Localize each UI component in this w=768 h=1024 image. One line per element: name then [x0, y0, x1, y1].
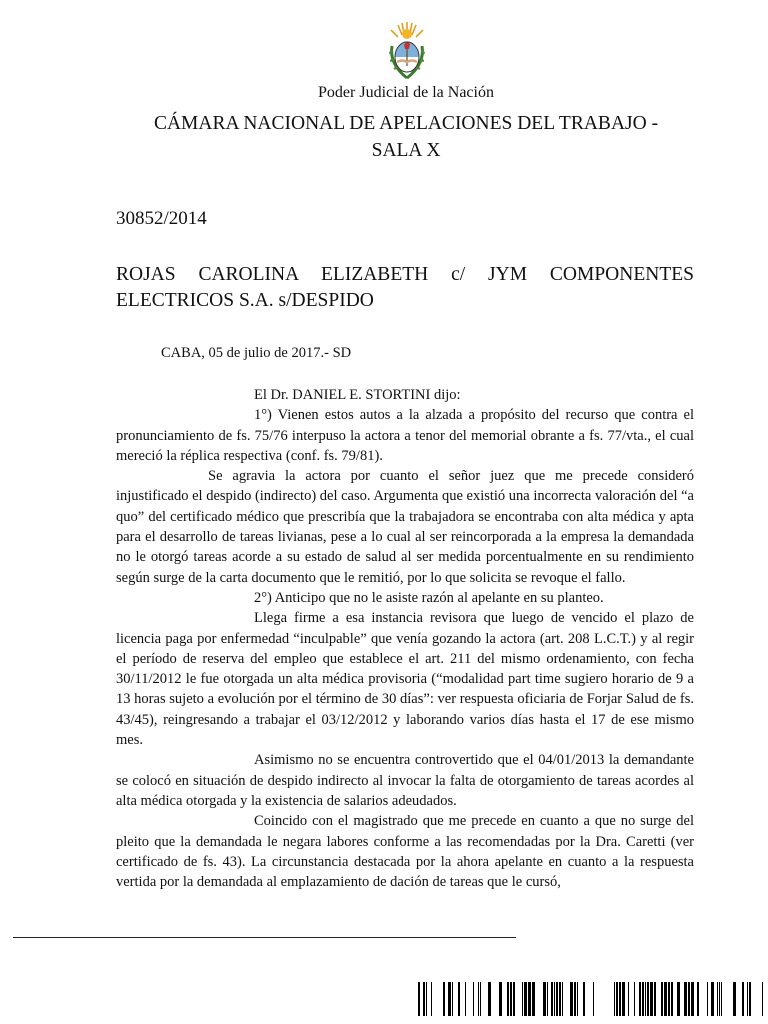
barcode-bar [465, 982, 466, 1016]
barcode-bar [677, 982, 680, 1016]
paragraph-6: Coincido con el magistrado que me precede en cuanto a que no surge del pleito que la demandada le negara labores conforme a las recomendadas por la Dra. Caretti (ver certificado de fs. 43). La circunstancia destacada por la ahora apelante en cuanto a la respuesta vertida por la demandada al emplazamiento de dación de tareas que le cursó, [116, 813, 694, 891]
case-caption-line-2: ELECTRICOS S.A. s/DESPIDO [116, 290, 374, 311]
barcode-bar [452, 982, 453, 1016]
barcode-bar [551, 982, 553, 1016]
barcode-bar [524, 982, 527, 1016]
case-caption-line-1: ROJAS CAROLINA ELIZABETH c/ JYM COMPONENTES [116, 264, 694, 285]
barcode-bar [684, 982, 687, 1016]
barcode-bar [510, 982, 512, 1016]
barcode-bar [688, 982, 690, 1016]
barcode-bar [707, 982, 708, 1016]
barcode-bar [547, 982, 548, 1016]
court-name-line-1: CÁMARA NACIONAL DE APELACIONES DEL TRABAJO - [153, 113, 659, 134]
barcode-bar [522, 982, 523, 1016]
barcode-bar [556, 982, 558, 1016]
barcode-bar [619, 982, 621, 1016]
institution-name: Poder Judicial de la Nación [318, 84, 494, 101]
barcode-bar [717, 982, 718, 1016]
barcode-bar [762, 982, 763, 1016]
dateline: CABA, 05 de julio de 2017.- SD [161, 345, 352, 361]
barcode-bar [448, 982, 451, 1016]
barcode-bar [528, 982, 531, 1016]
barcode-bar [577, 982, 578, 1016]
barcode-bar [628, 982, 629, 1016]
barcode-bar [513, 982, 515, 1016]
barcode-bar [583, 982, 585, 1016]
barcode-bar [719, 982, 720, 1016]
barcode-bar [645, 982, 646, 1016]
barcode-bar [499, 982, 502, 1016]
barcode-bar [616, 982, 618, 1016]
barcode-bar [507, 982, 509, 1016]
barcode-bar [532, 982, 535, 1016]
barcode-bar [593, 982, 594, 1016]
barcode-bar [426, 982, 427, 1016]
court-name [100, 110, 712, 164]
barcode-bar [711, 982, 714, 1016]
barcode-bar [721, 982, 722, 1016]
barcode-bar [749, 982, 751, 1016]
court-name-line-2: SALA X [371, 140, 441, 161]
barcode-bar [697, 982, 699, 1016]
barcode-bar [473, 982, 474, 1016]
barcode-bar [562, 982, 563, 1016]
paragraph-judge-intro: El Dr. DANIEL E. STORTINI dijo: [254, 387, 461, 403]
barcode-bar [642, 982, 644, 1016]
paragraph-3: 2°) Anticipo que no le asiste razón al apelante en su planteo. [254, 589, 604, 606]
barcode-icon [418, 982, 768, 1016]
case-caption [116, 262, 694, 314]
barcode-bar [661, 982, 663, 1016]
barcode-bar [747, 982, 748, 1016]
barcode-bar [478, 982, 479, 1016]
footer-rule [13, 937, 516, 938]
barcode-bar [733, 982, 736, 1016]
barcode-bar [691, 982, 694, 1016]
barcode-bar [671, 982, 673, 1016]
barcode-bar [458, 982, 460, 1016]
coat-of-arms-icon [385, 20, 429, 82]
barcode-bar [488, 982, 491, 1016]
barcode-bar [423, 982, 425, 1016]
barcode-bar [664, 982, 667, 1016]
paragraph-2: Se agravia la actora por cuanto el señor juez que me precede consideró injustificado el despido (indirecto) del caso. Argumenta que existió una incorrecta valoración del “a quo” del certificado médico que prescribía que la trabajadora se encontraba con alta médica y apta para el desarrollo de tareas livianas, pese a lo cual al ser reincorporada a la empresa la demandada no le otorgó tareas acorde a su estado de salud al ser medida porcentualmente en su rendimiento según surge de la carta documento que le remitió, por lo que solicita se revoque el fallo. [116, 468, 694, 586]
barcode-bar [647, 982, 649, 1016]
barcode-bar [639, 982, 641, 1016]
barcode-bar [480, 982, 481, 1016]
barcode-bar [418, 982, 420, 1016]
barcode-bar [543, 982, 546, 1016]
paragraph-1: 1°) Vienen estos autos a la alzada a propósito del recurso que contra el pronunciamiento de fs. 75/76 interpuso la actora a tenor del memorial obrante a fs. 77/vta., el cual mereció la réplica respectiva (conf. fs. 79/81). [116, 407, 694, 464]
barcode-bar [634, 982, 635, 1016]
barcode-bar [650, 982, 653, 1016]
barcode-bar [559, 982, 561, 1016]
barcode-bar [554, 982, 555, 1016]
barcode-bar [614, 982, 615, 1016]
barcode-bar [742, 982, 744, 1016]
barcode-bar [570, 982, 573, 1016]
barcode-bar [431, 982, 432, 1016]
case-number: 30852/2014 [116, 208, 207, 229]
barcode-bar [622, 982, 625, 1016]
barcode-bar [443, 982, 445, 1016]
ruling-body [116, 385, 694, 892]
barcode-bar [654, 982, 656, 1016]
paragraph-5: Asimismo no se encuentra controvertido que el 04/01/2013 la demandante se colocó en situación de despido indirecto al invocar la falta de otorgamiento de tareas acordes al alta médica otorgada y la existencia de salarios adeudados. [116, 752, 694, 809]
barcode-bar [574, 982, 576, 1016]
paragraph-4: Llega firme a esa instancia revisora que luego de vencido el plazo de licencia paga por enfermedad “inculpable” que venía gozando la actora (art. 208 L.C.T.) y al regir el período de reserva del empleo que establece el art. 211 del mismo ordenamiento, con fecha 30/11/2012 le fue otorgada un alta médica provisoria (“modalidad part time sugiero horario de 9 a 13 horas sujeto a evolución por el término de 30 días”: ver respuesta oficiaria de Forjar Salud de fs. 43/45), reingresando a trabajar el 03/12/2012 y laborando varios días hasta el 17 de ese mismo mes. [116, 610, 694, 749]
barcode-bar [668, 982, 670, 1016]
